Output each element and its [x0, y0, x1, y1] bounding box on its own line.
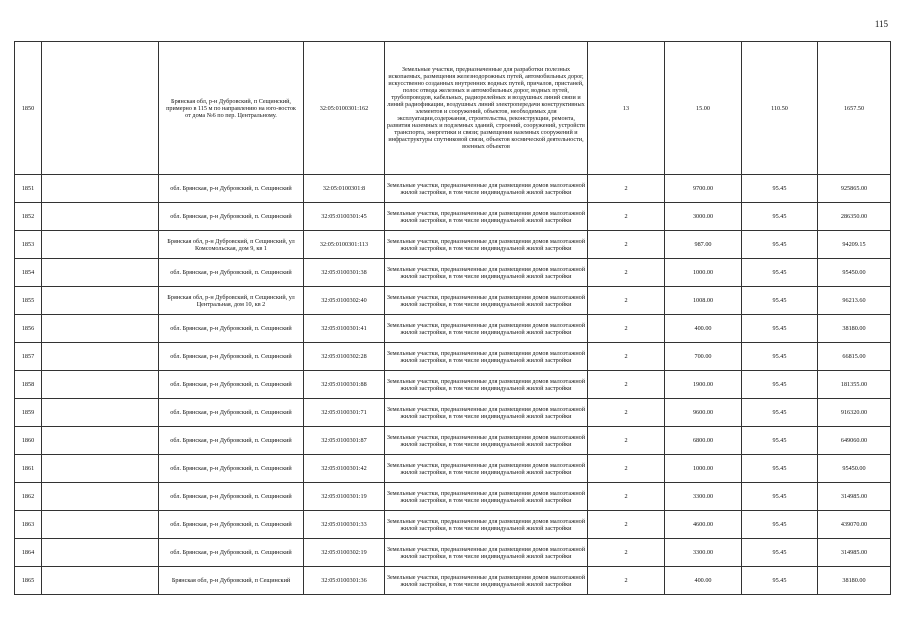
cadastral-number-cell: 32:05:0100301:45 [304, 203, 385, 231]
group-cell: 2 [588, 231, 665, 259]
cadastral-number-cell: 32:05:0100301:71 [304, 399, 385, 427]
specific-value-cell: 95.45 [742, 427, 818, 455]
group-cell: 13 [588, 42, 665, 175]
blank-cell [42, 203, 159, 231]
cadastral-value-cell: 439070.00 [818, 511, 891, 539]
area-cell: 3300.00 [665, 483, 742, 511]
address-cell: обл. Брянская, р-н Дубровский, п. Сещинский [159, 371, 304, 399]
group-cell: 2 [588, 399, 665, 427]
address-cell: обл. Брянская, р-н Дубровский, п. Сещинский [159, 259, 304, 287]
table-row [15, 231, 891, 259]
table-row [15, 343, 891, 371]
land-use-cell: Земельные участки, предназначенные для размещения домов малоэтажной жилой застройки, в том числе индивидуальной жилой застройки [385, 287, 588, 315]
cadastral-number-cell: 32:05:0100301:41 [304, 315, 385, 343]
table-row [15, 455, 891, 483]
land-use-cell: Земельные участки, предназначенные для размещения домов малоэтажной жилой застройки, в том числе индивидуальной жилой застройки [385, 203, 588, 231]
land-use-cell: Земельные участки, предназначенные для размещения домов малоэтажной жилой застройки, в том числе индивидуальной жилой застройки [385, 231, 588, 259]
blank-cell [42, 42, 159, 175]
cadastral-number-cell: 32:05:0100301:38 [304, 259, 385, 287]
cadastral-number-cell: 32:05:0100301:88 [304, 371, 385, 399]
land-use-cell: Земельные участки, предназначенные для размещения домов малоэтажной жилой застройки, в том числе индивидуальной жилой застройки [385, 259, 588, 287]
area-cell: 700.00 [665, 343, 742, 371]
blank-cell [42, 483, 159, 511]
address-cell: обл. Брянская, р-н Дубровский, п. Сещинский [159, 427, 304, 455]
row-number-cell: 1864 [15, 539, 42, 567]
land-use-cell: Земельные участки, предназначенные для разработки полезных ископаемых, размещения железнодорожных путей, автомобильных дорог, искусственно созданных внутренних водных путей, причалов, пристаней, полос отвода железных и автомобильных дорог, водных путей, трубопроводов, кабельных, радиорелейных и воздушных линий связи и линий радиофикации, воздушных линий электропередачи конструктивных элементов и сооружений, объектов, необходимых для эксплуатации,содержания, строительства, реконструкции, ремонта, развития наземных и подземных зданий, строений, сооружений, устройств транспорта, энергетики и связи; размещения наземных сооружений и инфраструктуры спутниковой связи, объектов космической деятельности, военных объектов [385, 42, 588, 175]
area-cell: 3300.00 [665, 539, 742, 567]
blank-cell [42, 455, 159, 483]
row-number-cell: 1859 [15, 399, 42, 427]
cadastral-value-cell: 649060.00 [818, 427, 891, 455]
cadastral-value-cell: 38180.00 [818, 315, 891, 343]
blank-cell [42, 175, 159, 203]
row-number-cell: 1862 [15, 483, 42, 511]
specific-value-cell: 95.45 [742, 539, 818, 567]
row-number-cell: 1860 [15, 427, 42, 455]
cadastral-value-cell: 925865.00 [818, 175, 891, 203]
address-cell: обл. Брянская, р-н Дубровский, п. Сещинский [159, 511, 304, 539]
row-number-cell: 1851 [15, 175, 42, 203]
land-use-cell: Земельные участки, предназначенные для размещения домов малоэтажной жилой застройки, в том числе индивидуальной жилой застройки [385, 567, 588, 595]
blank-cell [42, 511, 159, 539]
specific-value-cell: 95.45 [742, 483, 818, 511]
blank-cell [42, 539, 159, 567]
cadastral-value-cell: 94209.15 [818, 231, 891, 259]
area-cell: 1000.00 [665, 455, 742, 483]
address-cell: обл. Брянская, р-н Дубровский, п. Сещинский [159, 203, 304, 231]
cadastral-value-cell: 95450.00 [818, 259, 891, 287]
specific-value-cell: 95.45 [742, 203, 818, 231]
table-row [15, 483, 891, 511]
area-cell: 3000.00 [665, 203, 742, 231]
cadastral-number-cell: 32:05:0100301:87 [304, 427, 385, 455]
cadastral-value-cell: 916320.00 [818, 399, 891, 427]
area-cell: 1000.00 [665, 259, 742, 287]
blank-cell [42, 371, 159, 399]
row-number-cell: 1856 [15, 315, 42, 343]
group-cell: 2 [588, 539, 665, 567]
row-number-cell: 1854 [15, 259, 42, 287]
group-cell: 2 [588, 455, 665, 483]
row-number-cell: 1857 [15, 343, 42, 371]
blank-cell [42, 287, 159, 315]
cadastral-number-cell: 32:05:0100301:19 [304, 483, 385, 511]
area-cell: 4600.00 [665, 511, 742, 539]
address-cell: обл. Брянская, р-н Дубровский, п. Сещинский [159, 483, 304, 511]
cadastral-number-cell: 32:05:0100301:113 [304, 231, 385, 259]
address-cell: Брянская обл, р-н Дубровский, п Сещинский, ул Комсомольская, дом 9, кв 1 [159, 231, 304, 259]
address-cell: обл. Брянская, р-н Дубровский, п. Сещинский [159, 315, 304, 343]
table-row [15, 539, 891, 567]
cadastral-table [14, 41, 891, 595]
group-cell: 2 [588, 483, 665, 511]
table-body [15, 42, 891, 595]
table-row [15, 42, 891, 175]
table-row [15, 175, 891, 203]
group-cell: 2 [588, 259, 665, 287]
table-row [15, 315, 891, 343]
group-cell: 2 [588, 343, 665, 371]
table-row [15, 399, 891, 427]
land-use-cell: Земельные участки, предназначенные для размещения домов малоэтажной жилой застройки, в том числе индивидуальной жилой застройки [385, 427, 588, 455]
land-use-cell: Земельные участки, предназначенные для размещения домов малоэтажной жилой застройки, в том числе индивидуальной жилой застройки [385, 399, 588, 427]
specific-value-cell: 95.45 [742, 455, 818, 483]
land-use-cell: Земельные участки, предназначенные для размещения домов малоэтажной жилой застройки, в том числе индивидуальной жилой застройки [385, 315, 588, 343]
specific-value-cell: 95.45 [742, 399, 818, 427]
table-row [15, 371, 891, 399]
table-row [15, 287, 891, 315]
area-cell: 1900.00 [665, 371, 742, 399]
cadastral-number-cell: 32:05:0100302:28 [304, 343, 385, 371]
cadastral-value-cell: 314985.00 [818, 539, 891, 567]
cadastral-value-cell: 181355.00 [818, 371, 891, 399]
cadastral-number-cell: 32:05:0100301:162 [304, 42, 385, 175]
specific-value-cell: 95.45 [742, 511, 818, 539]
specific-value-cell: 95.45 [742, 259, 818, 287]
area-cell: 6800.00 [665, 427, 742, 455]
table-row [15, 259, 891, 287]
cadastral-value-cell: 38180.00 [818, 567, 891, 595]
land-use-cell: Земельные участки, предназначенные для размещения домов малоэтажной жилой застройки, в том числе индивидуальной жилой застройки [385, 343, 588, 371]
table-row [15, 427, 891, 455]
group-cell: 2 [588, 175, 665, 203]
address-cell: обл. Брянская, р-н Дубровский, п. Сещинский [159, 455, 304, 483]
row-number-cell: 1855 [15, 287, 42, 315]
address-cell: Брянская обл, р-н Дубровский, п Сещинский [159, 567, 304, 595]
row-number-cell: 1850 [15, 42, 42, 175]
group-cell: 2 [588, 511, 665, 539]
specific-value-cell: 110.50 [742, 42, 818, 175]
area-cell: 9600.00 [665, 399, 742, 427]
blank-cell [42, 343, 159, 371]
table-row [15, 567, 891, 595]
specific-value-cell: 95.45 [742, 231, 818, 259]
specific-value-cell: 95.45 [742, 371, 818, 399]
cadastral-value-cell: 95450.00 [818, 455, 891, 483]
address-cell: Брянская обл, р-н Дубровский, п Сещинский, примерно в 115 м по направлению на юго-восток от дома №6 по пер. Центральному. [159, 42, 304, 175]
table-row [15, 203, 891, 231]
cadastral-value-cell: 1657.50 [818, 42, 891, 175]
address-cell: обл. Брянская, р-н Дубровский, п. Сещинский [159, 399, 304, 427]
cadastral-number-cell: 32:05:0100302:19 [304, 539, 385, 567]
row-number-cell: 1865 [15, 567, 42, 595]
land-use-cell: Земельные участки, предназначенные для размещения домов малоэтажной жилой застройки, в том числе индивидуальной жилой застройки [385, 175, 588, 203]
row-number-cell: 1852 [15, 203, 42, 231]
blank-cell [42, 567, 159, 595]
cadastral-number-cell: 32:05:0100301:36 [304, 567, 385, 595]
group-cell: 2 [588, 287, 665, 315]
area-cell: 987.00 [665, 231, 742, 259]
cadastral-value-cell: 66815.00 [818, 343, 891, 371]
specific-value-cell: 95.45 [742, 287, 818, 315]
blank-cell [42, 231, 159, 259]
specific-value-cell: 95.45 [742, 343, 818, 371]
group-cell: 2 [588, 567, 665, 595]
cadastral-value-cell: 96213.60 [818, 287, 891, 315]
cadastral-number-cell: 32:05:0100302:40 [304, 287, 385, 315]
blank-cell [42, 259, 159, 287]
group-cell: 2 [588, 371, 665, 399]
land-use-cell: Земельные участки, предназначенные для размещения домов малоэтажной жилой застройки, в том числе индивидуальной жилой застройки [385, 511, 588, 539]
address-cell: обл. Брянская, р-н Дубровский, п. Сещинский [159, 343, 304, 371]
cadastral-value-cell: 314985.00 [818, 483, 891, 511]
address-cell: обл. Брянская, р-н Дубровский, п. Сещинский [159, 539, 304, 567]
blank-cell [42, 399, 159, 427]
land-use-cell: Земельные участки, предназначенные для размещения домов малоэтажной жилой застройки, в том числе индивидуальной жилой застройки [385, 371, 588, 399]
blank-cell [42, 315, 159, 343]
address-cell: Брянская обл, р-н Дубровский, п Сещинский, ул Центральная, дом 10, кв 2 [159, 287, 304, 315]
cadastral-number-cell: 32:05:0100301:8 [304, 175, 385, 203]
row-number-cell: 1861 [15, 455, 42, 483]
specific-value-cell: 95.45 [742, 175, 818, 203]
row-number-cell: 1863 [15, 511, 42, 539]
land-use-cell: Земельные участки, предназначенные для размещения домов малоэтажной жилой застройки, в том числе индивидуальной жилой застройки [385, 455, 588, 483]
table-row [15, 511, 891, 539]
group-cell: 2 [588, 315, 665, 343]
cadastral-number-cell: 32:05:0100301:33 [304, 511, 385, 539]
page-number: 115 [874, 19, 888, 29]
blank-cell [42, 427, 159, 455]
group-cell: 2 [588, 427, 665, 455]
group-cell: 2 [588, 203, 665, 231]
land-use-cell: Земельные участки, предназначенные для размещения домов малоэтажной жилой застройки, в том числе индивидуальной жилой застройки [385, 483, 588, 511]
address-cell: обл. Брянская, р-н Дубровский, п. Сещинский [159, 175, 304, 203]
area-cell: 15.00 [665, 42, 742, 175]
area-cell: 400.00 [665, 567, 742, 595]
area-cell: 9700.00 [665, 175, 742, 203]
row-number-cell: 1853 [15, 231, 42, 259]
area-cell: 400.00 [665, 315, 742, 343]
cadastral-value-cell: 286350.00 [818, 203, 891, 231]
row-number-cell: 1858 [15, 371, 42, 399]
land-use-cell: Земельные участки, предназначенные для размещения домов малоэтажной жилой застройки, в том числе индивидуальной жилой застройки [385, 539, 588, 567]
specific-value-cell: 95.45 [742, 567, 818, 595]
area-cell: 1008.00 [665, 287, 742, 315]
specific-value-cell: 95.45 [742, 315, 818, 343]
cadastral-number-cell: 32:05:0100301:42 [304, 455, 385, 483]
